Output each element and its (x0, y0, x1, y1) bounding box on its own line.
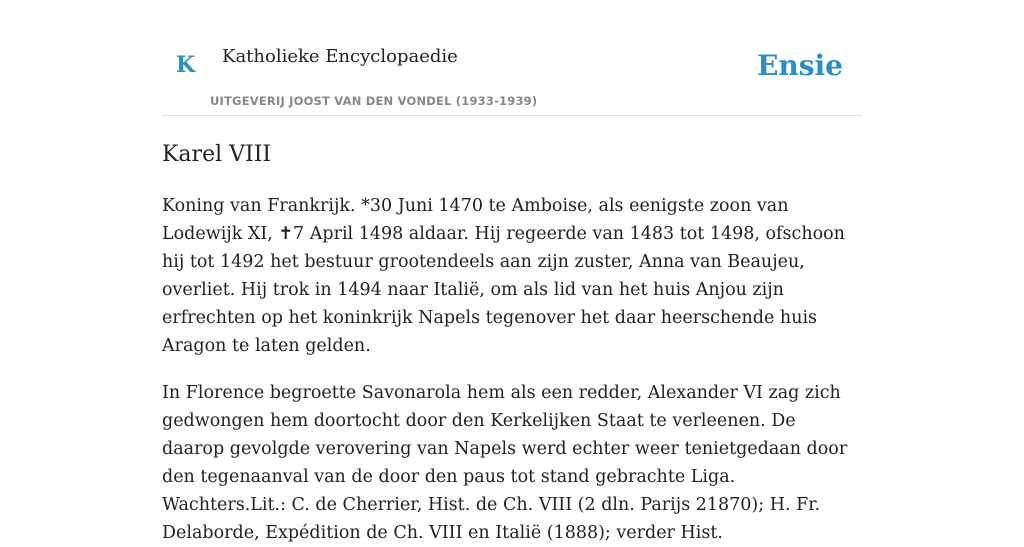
site-header (162, 0, 862, 116)
page-container (162, 0, 862, 547)
article-paragraph-1: Koning van Frankrijk. *30 Juni 1470 te Amboise, als eenigste zoon van Lodewijk XI, ✝7 April 1498 aldaar. Hij regeerde van 1483 tot 1498, ofschoon hij tot 1492 het bestuur grootendeels aan zijn zuster, Anna van Beaujeu, overliet. Hij trok in 1494 naar Italië, om als lid van het huis Anjou zijn erfrechten op het koninkrijk Napels tegenover het daar heerschende huis Aragon te laten gelden. (162, 196, 845, 357)
site-title[interactable]: Katholieke Encyclopaedie (222, 46, 458, 67)
ensie-logo[interactable]: Ensie (757, 49, 843, 82)
entry-title: Karel VIII (162, 142, 272, 167)
article-paragraph-2: In Florence begroette Savonarola hem als een redder, Alexander VI zag zich gedwongen hem doortocht door den Kerkelijken Staat te verleenen. De daarop gevolgde verovering van Napels werd echter weer tenietgedaan door den tegenaanval van de door den paus tot stand gebrachte Liga. Wachters.Lit.: C. de Cherrier, Hist. de Ch. VIII (2 dln. Parijs 21870); H. Fr. Delaborde, Expédition de Ch. VIII en Italië (1888); verder Hist. (162, 383, 848, 544)
logo-k[interactable]: K (176, 52, 196, 78)
publisher-subtitle: UITGEVERIJ JOOST VAN DEN VONDEL (1933-1939) (210, 94, 538, 108)
